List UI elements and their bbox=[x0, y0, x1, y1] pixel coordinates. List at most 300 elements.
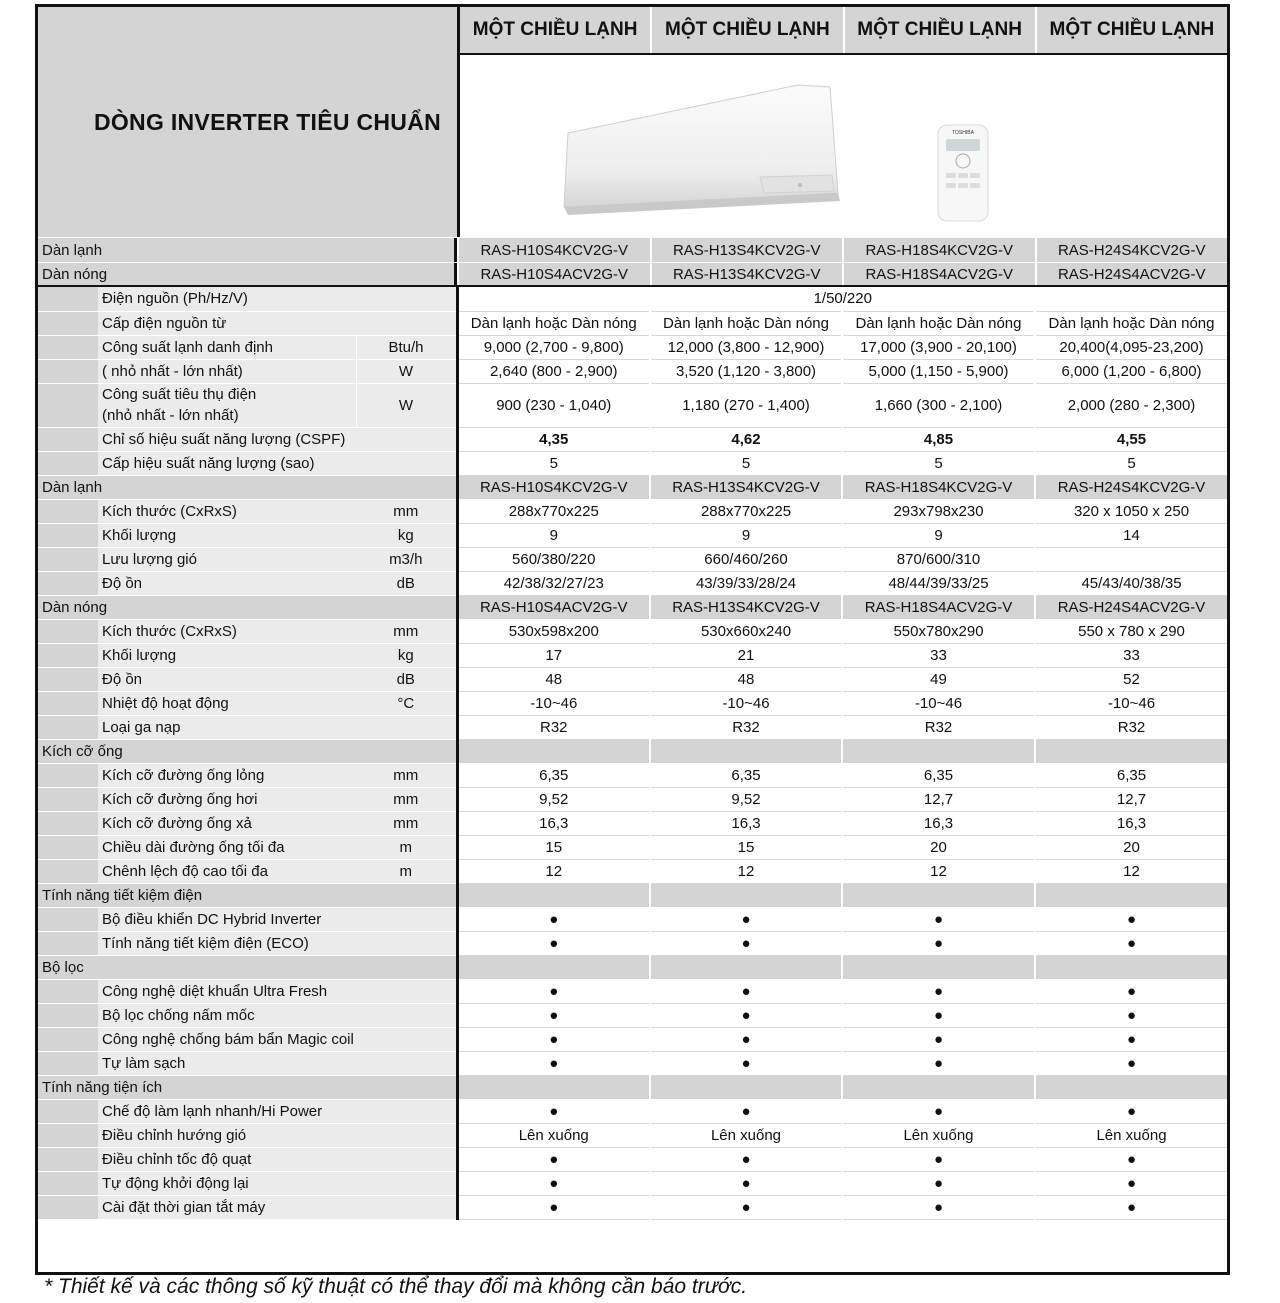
row-indent bbox=[38, 931, 98, 955]
spec-value: 660/460/260 bbox=[650, 547, 842, 571]
spec-unit bbox=[356, 931, 457, 955]
indoor-model-row bbox=[38, 237, 1227, 262]
section-value bbox=[842, 883, 1035, 907]
spec-unit: Btu/h bbox=[356, 335, 457, 359]
column-header: MỘT CHIỀU LẠNH bbox=[843, 7, 1035, 53]
row-indent bbox=[38, 1003, 98, 1027]
row-indent bbox=[38, 1123, 98, 1147]
spec-value: 2,640 (800 - 2,900) bbox=[457, 359, 650, 383]
spec-value: 6,35 bbox=[457, 763, 650, 787]
spec-label: Điều chỉnh tốc độ quạt bbox=[98, 1147, 356, 1171]
spec-label bbox=[98, 383, 356, 427]
spec-label: Độ ồn bbox=[98, 667, 356, 691]
spec-value: 2,000 (280 - 2,300) bbox=[1035, 383, 1227, 427]
spec-unit bbox=[356, 287, 457, 311]
spec-value: 16,3 bbox=[1035, 811, 1227, 835]
spec-unit: mm bbox=[356, 499, 457, 523]
column-headers bbox=[460, 7, 1227, 55]
column-header: MỘT CHIỀU LẠNH bbox=[472, 19, 638, 40]
spec-value: 6,000 (1,200 - 6,800) bbox=[1035, 359, 1227, 383]
spec-value: 550 x 780 x 290 bbox=[1035, 619, 1227, 643]
spec-table-body bbox=[38, 287, 1227, 1219]
spec-row bbox=[38, 1099, 1227, 1123]
spec-value: 293x798x230 bbox=[842, 499, 1035, 523]
spec-label: Điều chỉnh hướng gió bbox=[98, 1123, 356, 1147]
spec-value: 33 bbox=[842, 643, 1035, 667]
spec-row bbox=[38, 1171, 1227, 1195]
spec-value: 16,3 bbox=[842, 811, 1035, 835]
spec-label-line: Công suất tiêu thụ điện bbox=[102, 386, 257, 403]
spec-row bbox=[38, 859, 1227, 883]
section-row bbox=[38, 1075, 1227, 1099]
section-row bbox=[38, 955, 1227, 979]
spec-value: ● bbox=[1035, 1027, 1227, 1051]
spec-label: Lưu lượng gió bbox=[98, 547, 356, 571]
spec-value: 5 bbox=[842, 451, 1035, 475]
spec-value: 9,000 (2,700 - 9,800) bbox=[457, 335, 650, 359]
spec-value: ● bbox=[457, 1051, 650, 1075]
spec-value: 49 bbox=[842, 667, 1035, 691]
spec-label: Loại ga nạp bbox=[98, 715, 356, 739]
row-indent bbox=[38, 571, 98, 595]
spec-value: ● bbox=[1035, 1099, 1227, 1123]
spec-label: Cấp điện nguồn từ bbox=[98, 311, 356, 335]
spec-value: ● bbox=[650, 1099, 842, 1123]
spec-value: ● bbox=[650, 1195, 842, 1219]
spec-value: ● bbox=[650, 1171, 842, 1195]
row-indent bbox=[38, 451, 98, 475]
spec-value: ● bbox=[650, 907, 842, 931]
row-label: Dàn lạnh bbox=[38, 238, 457, 262]
spec-label: Tính năng tiết kiệm điện (ECO) bbox=[98, 931, 356, 955]
remote-brand-label: TOSHIBA bbox=[952, 130, 974, 136]
section-value bbox=[842, 739, 1035, 763]
spec-value: 5 bbox=[650, 451, 842, 475]
section-row bbox=[38, 475, 1227, 499]
row-indent bbox=[38, 691, 98, 715]
spec-unit: mm bbox=[356, 619, 457, 643]
spec-value: ● bbox=[842, 1027, 1035, 1051]
spec-value: 17 bbox=[457, 643, 650, 667]
spec-row bbox=[38, 643, 1227, 667]
spec-unit bbox=[356, 715, 457, 739]
section-row bbox=[38, 883, 1227, 907]
spec-row bbox=[38, 427, 1227, 451]
spec-row bbox=[38, 979, 1227, 1003]
column-header: MỘT CHIỀU LẠNH bbox=[1035, 7, 1227, 53]
spec-label-line: (nhỏ nhất - lớn nhất) bbox=[102, 407, 239, 424]
spec-value: 550x780x290 bbox=[842, 619, 1035, 643]
model-code: RAS-H10S4KCV2G-V bbox=[457, 238, 650, 262]
spec-label: Khối lượng bbox=[98, 643, 356, 667]
section-value bbox=[1035, 1075, 1227, 1099]
spec-label: Tự động khởi động lại bbox=[98, 1171, 356, 1195]
spec-unit: m3/h bbox=[356, 547, 457, 571]
section-value: RAS-H18S4ACV2G-V bbox=[842, 595, 1035, 619]
row-indent bbox=[38, 835, 98, 859]
spec-unit bbox=[356, 427, 457, 451]
model-code: RAS-H13S4KCV2G-V bbox=[650, 238, 843, 262]
spec-row bbox=[38, 311, 1227, 335]
row-indent bbox=[38, 287, 98, 311]
spec-value: 4,35 bbox=[457, 427, 650, 451]
spec-row bbox=[38, 1195, 1227, 1219]
spec-value: Lên xuống bbox=[1035, 1123, 1227, 1147]
spec-unit bbox=[356, 1027, 457, 1051]
spec-value: 12,7 bbox=[1035, 787, 1227, 811]
spec-value: R32 bbox=[650, 715, 842, 739]
spec-label: Bộ lọc chống nấm mốc bbox=[98, 1003, 356, 1027]
spec-value: 48/44/39/33/25 bbox=[842, 571, 1035, 595]
spec-value: 5,000 (1,150 - 5,900) bbox=[842, 359, 1035, 383]
row-indent bbox=[38, 643, 98, 667]
row-indent bbox=[38, 667, 98, 691]
spec-value: ● bbox=[842, 1003, 1035, 1027]
spec-value: 12 bbox=[457, 859, 650, 883]
spec-value: ● bbox=[1035, 1051, 1227, 1075]
spec-row bbox=[38, 359, 1227, 383]
spec-row bbox=[38, 523, 1227, 547]
row-indent bbox=[38, 499, 98, 523]
row-label: Dàn nóng bbox=[38, 263, 457, 285]
spec-value: ● bbox=[650, 1027, 842, 1051]
spec-label: Cài đặt thời gian tắt máy bbox=[98, 1195, 356, 1219]
remote-control-image bbox=[938, 125, 988, 221]
section-value bbox=[457, 883, 650, 907]
section-value bbox=[650, 739, 842, 763]
spec-value: 21 bbox=[650, 643, 842, 667]
row-indent bbox=[38, 311, 98, 335]
spec-value: ● bbox=[1035, 1171, 1227, 1195]
model-code: RAS-H10S4ACV2G-V bbox=[457, 263, 650, 285]
spec-value: Lên xuống bbox=[650, 1123, 842, 1147]
spec-value: Dàn lạnh hoặc Dàn nóng bbox=[1035, 311, 1227, 335]
spec-row bbox=[38, 931, 1227, 955]
model-code: RAS-H18S4ACV2G-V bbox=[842, 263, 1035, 285]
spec-value: ● bbox=[842, 1051, 1035, 1075]
spec-unit: mm bbox=[356, 787, 457, 811]
spec-value: ● bbox=[650, 1147, 842, 1171]
row-indent bbox=[38, 1195, 98, 1219]
spec-row bbox=[38, 619, 1227, 643]
spec-value: R32 bbox=[842, 715, 1035, 739]
spec-value: 33 bbox=[1035, 643, 1227, 667]
spec-value: ● bbox=[1035, 1195, 1227, 1219]
section-value bbox=[457, 955, 650, 979]
row-indent bbox=[38, 383, 98, 427]
spec-unit bbox=[356, 1051, 457, 1075]
spec-value: R32 bbox=[457, 715, 650, 739]
spec-value: 15 bbox=[650, 835, 842, 859]
spec-value: ● bbox=[842, 1171, 1035, 1195]
spec-unit: °C bbox=[356, 691, 457, 715]
spec-value: ● bbox=[457, 1027, 650, 1051]
section-label: Tính năng tiện ích bbox=[38, 1075, 457, 1099]
spec-unit bbox=[356, 1099, 457, 1123]
section-value bbox=[457, 1075, 650, 1099]
outdoor-model-row bbox=[38, 262, 1227, 288]
spec-value: 9 bbox=[650, 523, 842, 547]
section-label: Kích cỡ ống bbox=[38, 739, 457, 763]
row-indent bbox=[38, 427, 98, 451]
section-value bbox=[650, 883, 842, 907]
spec-row bbox=[38, 1051, 1227, 1075]
spec-label: Kích thước (CxRxS) bbox=[98, 499, 356, 523]
row-indent bbox=[38, 1171, 98, 1195]
spec-label-sub: ( nhỏ nhất - lớn nhất) bbox=[98, 359, 356, 383]
spec-value: 1/50/220 bbox=[457, 287, 1227, 311]
spec-unit bbox=[356, 451, 457, 475]
spec-value: 52 bbox=[1035, 667, 1227, 691]
spec-row bbox=[38, 1147, 1227, 1171]
spec-label: Kích cỡ đường ống xả bbox=[98, 811, 356, 835]
spec-unit: W bbox=[356, 383, 457, 427]
spec-value: 320 x 1050 x 250 bbox=[1035, 499, 1227, 523]
spec-value: 48 bbox=[457, 667, 650, 691]
section-row bbox=[38, 739, 1227, 763]
spec-label: Kích cỡ đường ống lỏng bbox=[98, 763, 356, 787]
spec-row bbox=[38, 383, 1227, 427]
spec-value: -10~46 bbox=[1035, 691, 1227, 715]
section-value bbox=[1035, 955, 1227, 979]
spec-label: Điện nguồn (Ph/Hz/V) bbox=[98, 287, 356, 311]
model-code: RAS-H18S4KCV2G-V bbox=[842, 238, 1035, 262]
spec-value: ● bbox=[457, 1171, 650, 1195]
spec-unit: dB bbox=[356, 571, 457, 595]
spec-value: 12 bbox=[650, 859, 842, 883]
spec-value: -10~46 bbox=[650, 691, 842, 715]
section-value: RAS-H18S4KCV2G-V bbox=[842, 475, 1035, 499]
series-title-cell bbox=[38, 7, 460, 237]
spec-label: Cấp hiệu suất năng lượng (sao) bbox=[98, 451, 356, 475]
spec-value: ● bbox=[650, 1051, 842, 1075]
spec-row bbox=[38, 499, 1227, 523]
spec-value: 4,85 bbox=[842, 427, 1035, 451]
section-value bbox=[842, 1075, 1035, 1099]
spec-value: ● bbox=[1035, 979, 1227, 1003]
spec-unit: m bbox=[356, 835, 457, 859]
spec-row bbox=[38, 907, 1227, 931]
row-indent bbox=[38, 787, 98, 811]
spec-value: 288x770x225 bbox=[457, 499, 650, 523]
spec-value: -10~46 bbox=[457, 691, 650, 715]
spec-row bbox=[38, 787, 1227, 811]
spec-unit bbox=[356, 907, 457, 931]
spec-row bbox=[38, 1027, 1227, 1051]
section-value: RAS-H10S4ACV2G-V bbox=[457, 595, 650, 619]
spec-value: 9,52 bbox=[457, 787, 650, 811]
spec-value: 15 bbox=[457, 835, 650, 859]
spec-value: 870/600/310 bbox=[842, 547, 1035, 571]
spec-value: 530x660x240 bbox=[650, 619, 842, 643]
section-value: RAS-H24S4KCV2G-V bbox=[1035, 475, 1227, 499]
spec-value: ● bbox=[1035, 1003, 1227, 1027]
row-indent bbox=[38, 1051, 98, 1075]
spec-value: 5 bbox=[1035, 451, 1227, 475]
spec-value: ● bbox=[842, 979, 1035, 1003]
spec-value: ● bbox=[457, 1147, 650, 1171]
section-value bbox=[1035, 739, 1227, 763]
row-indent bbox=[38, 979, 98, 1003]
spec-row bbox=[38, 715, 1227, 739]
spec-value: ● bbox=[842, 1195, 1035, 1219]
spec-unit bbox=[356, 1003, 457, 1027]
row-indent bbox=[38, 811, 98, 835]
spec-unit bbox=[356, 311, 457, 335]
spec-value: 45/43/40/38/35 bbox=[1035, 571, 1227, 595]
spec-value: 20 bbox=[1035, 835, 1227, 859]
spec-label: Công suất lạnh danh định bbox=[98, 335, 356, 359]
spec-value: R32 bbox=[1035, 715, 1227, 739]
spec-row bbox=[38, 763, 1227, 787]
spec-row bbox=[38, 835, 1227, 859]
spec-unit bbox=[356, 979, 457, 1003]
spec-row bbox=[38, 571, 1227, 595]
row-indent bbox=[38, 1147, 98, 1171]
spec-row bbox=[38, 691, 1227, 715]
section-value: RAS-H13S4KCV2G-V bbox=[650, 595, 842, 619]
spec-row bbox=[38, 667, 1227, 691]
section-value bbox=[842, 955, 1035, 979]
section-value bbox=[1035, 883, 1227, 907]
row-indent bbox=[38, 1027, 98, 1051]
spec-row bbox=[38, 811, 1227, 835]
spec-value: ● bbox=[650, 931, 842, 955]
spec-label: Kích thước (CxRxS) bbox=[98, 619, 356, 643]
spec-value: 20,400(4,095-23,200) bbox=[1035, 335, 1227, 359]
spec-unit bbox=[356, 1171, 457, 1195]
spec-value bbox=[1035, 547, 1227, 571]
section-label: Bộ lọc bbox=[38, 955, 457, 979]
spec-value: 3,520 (1,120 - 3,800) bbox=[650, 359, 842, 383]
spec-value: 12 bbox=[842, 859, 1035, 883]
spec-table bbox=[38, 287, 1227, 1220]
spec-value: 6,35 bbox=[650, 763, 842, 787]
section-value bbox=[650, 1075, 842, 1099]
spec-label: Bộ điều khiển DC Hybrid Inverter bbox=[98, 907, 356, 931]
row-indent bbox=[38, 335, 98, 359]
spec-value: 42/38/32/27/23 bbox=[457, 571, 650, 595]
spec-value: ● bbox=[1035, 907, 1227, 931]
row-indent bbox=[38, 523, 98, 547]
section-label: Dàn lạnh bbox=[38, 475, 457, 499]
row-indent bbox=[38, 763, 98, 787]
row-indent bbox=[38, 715, 98, 739]
spec-label: Chênh lệch độ cao tối đa bbox=[98, 859, 356, 883]
spec-unit: m bbox=[356, 859, 457, 883]
spec-value: 6,35 bbox=[842, 763, 1035, 787]
spec-value: ● bbox=[1035, 1147, 1227, 1171]
spec-row bbox=[38, 451, 1227, 475]
model-code: RAS-H24S4KCV2G-V bbox=[1035, 238, 1228, 262]
row-indent bbox=[38, 859, 98, 883]
spec-label: Chiều dài đường ống tối đa bbox=[98, 835, 356, 859]
spec-unit: mm bbox=[356, 811, 457, 835]
spec-value: ● bbox=[1035, 931, 1227, 955]
section-value bbox=[650, 955, 842, 979]
row-indent bbox=[38, 619, 98, 643]
spec-value: 9 bbox=[457, 523, 650, 547]
spec-value: ● bbox=[842, 1147, 1035, 1171]
air-conditioner-illustration bbox=[460, 55, 1227, 237]
spec-label: Tự làm sạch bbox=[98, 1051, 356, 1075]
indoor-unit-image bbox=[564, 85, 840, 215]
section-value: RAS-H24S4ACV2G-V bbox=[1035, 595, 1227, 619]
spec-value: 12,7 bbox=[842, 787, 1035, 811]
spec-unit: kg bbox=[356, 643, 457, 667]
spec-value: 530x598x200 bbox=[457, 619, 650, 643]
section-label: Tính năng tiết kiệm điện bbox=[38, 883, 457, 907]
spec-value: 1,660 (300 - 2,100) bbox=[842, 383, 1035, 427]
spec-unit: mm bbox=[356, 763, 457, 787]
spec-value: ● bbox=[842, 931, 1035, 955]
spec-value: 288x770x225 bbox=[650, 499, 842, 523]
spec-sheet bbox=[35, 4, 1230, 1275]
spec-label: Khối lượng bbox=[98, 523, 356, 547]
spec-value: 17,000 (3,900 - 20,100) bbox=[842, 335, 1035, 359]
spec-value: ● bbox=[457, 1003, 650, 1027]
section-value bbox=[457, 739, 650, 763]
spec-value: 4,55 bbox=[1035, 427, 1227, 451]
row-indent bbox=[38, 907, 98, 931]
column-header: MỘT CHIỀU LẠNH bbox=[650, 7, 842, 53]
spec-label: Chế độ làm lạnh nhanh/Hi Power bbox=[98, 1099, 356, 1123]
series-title: DÒNG INVERTER TIÊU CHUẨN bbox=[93, 108, 442, 135]
spec-value: 1,180 (270 - 1,400) bbox=[650, 383, 842, 427]
spec-unit bbox=[356, 1147, 457, 1171]
spec-row bbox=[38, 1123, 1227, 1147]
spec-value: -10~46 bbox=[842, 691, 1035, 715]
spec-value: ● bbox=[457, 907, 650, 931]
spec-value: 5 bbox=[457, 451, 650, 475]
spec-value: ● bbox=[650, 979, 842, 1003]
spec-row bbox=[38, 335, 1227, 359]
spec-value: 14 bbox=[1035, 523, 1227, 547]
spec-value: 9 bbox=[842, 523, 1035, 547]
spec-label: Công nghệ diệt khuẩn Ultra Fresh bbox=[98, 979, 356, 1003]
spec-value: 48 bbox=[650, 667, 842, 691]
spec-value: ● bbox=[457, 1195, 650, 1219]
spec-value: 16,3 bbox=[650, 811, 842, 835]
spec-unit bbox=[356, 1123, 457, 1147]
section-value: RAS-H13S4KCV2G-V bbox=[650, 475, 842, 499]
spec-unit: kg bbox=[356, 523, 457, 547]
footnote: * Thiết kế và các thông số kỹ thuật có thể thay đổi mà không cần báo trước. bbox=[44, 1275, 748, 1298]
spec-label: Độ ồn bbox=[98, 571, 356, 595]
section-label: Dàn nóng bbox=[38, 595, 457, 619]
spec-value: 12 bbox=[1035, 859, 1227, 883]
spec-value: 6,35 bbox=[1035, 763, 1227, 787]
spec-value: Lên xuống bbox=[457, 1123, 650, 1147]
product-image-cell bbox=[460, 55, 1227, 237]
spec-value: ● bbox=[457, 931, 650, 955]
section-value: RAS-H10S4KCV2G-V bbox=[457, 475, 650, 499]
spec-value: 12,000 (3,800 - 12,900) bbox=[650, 335, 842, 359]
spec-row bbox=[38, 287, 1227, 311]
model-code: RAS-H24S4ACV2G-V bbox=[1035, 263, 1228, 285]
spec-value: 16,3 bbox=[457, 811, 650, 835]
spec-unit: dB bbox=[356, 667, 457, 691]
spec-row bbox=[38, 547, 1227, 571]
row-indent bbox=[38, 547, 98, 571]
spec-value: Lên xuống bbox=[842, 1123, 1035, 1147]
spec-value: Dàn lạnh hoặc Dàn nóng bbox=[650, 311, 842, 335]
spec-value: 900 (230 - 1,040) bbox=[457, 383, 650, 427]
spec-value: 43/39/33/28/24 bbox=[650, 571, 842, 595]
spec-label: Chỉ số hiệu suất năng lượng (CSPF) bbox=[98, 427, 356, 451]
model-code: RAS-H13S4KCV2G-V bbox=[650, 263, 843, 285]
spec-label: Nhiệt độ hoạt động bbox=[98, 691, 356, 715]
